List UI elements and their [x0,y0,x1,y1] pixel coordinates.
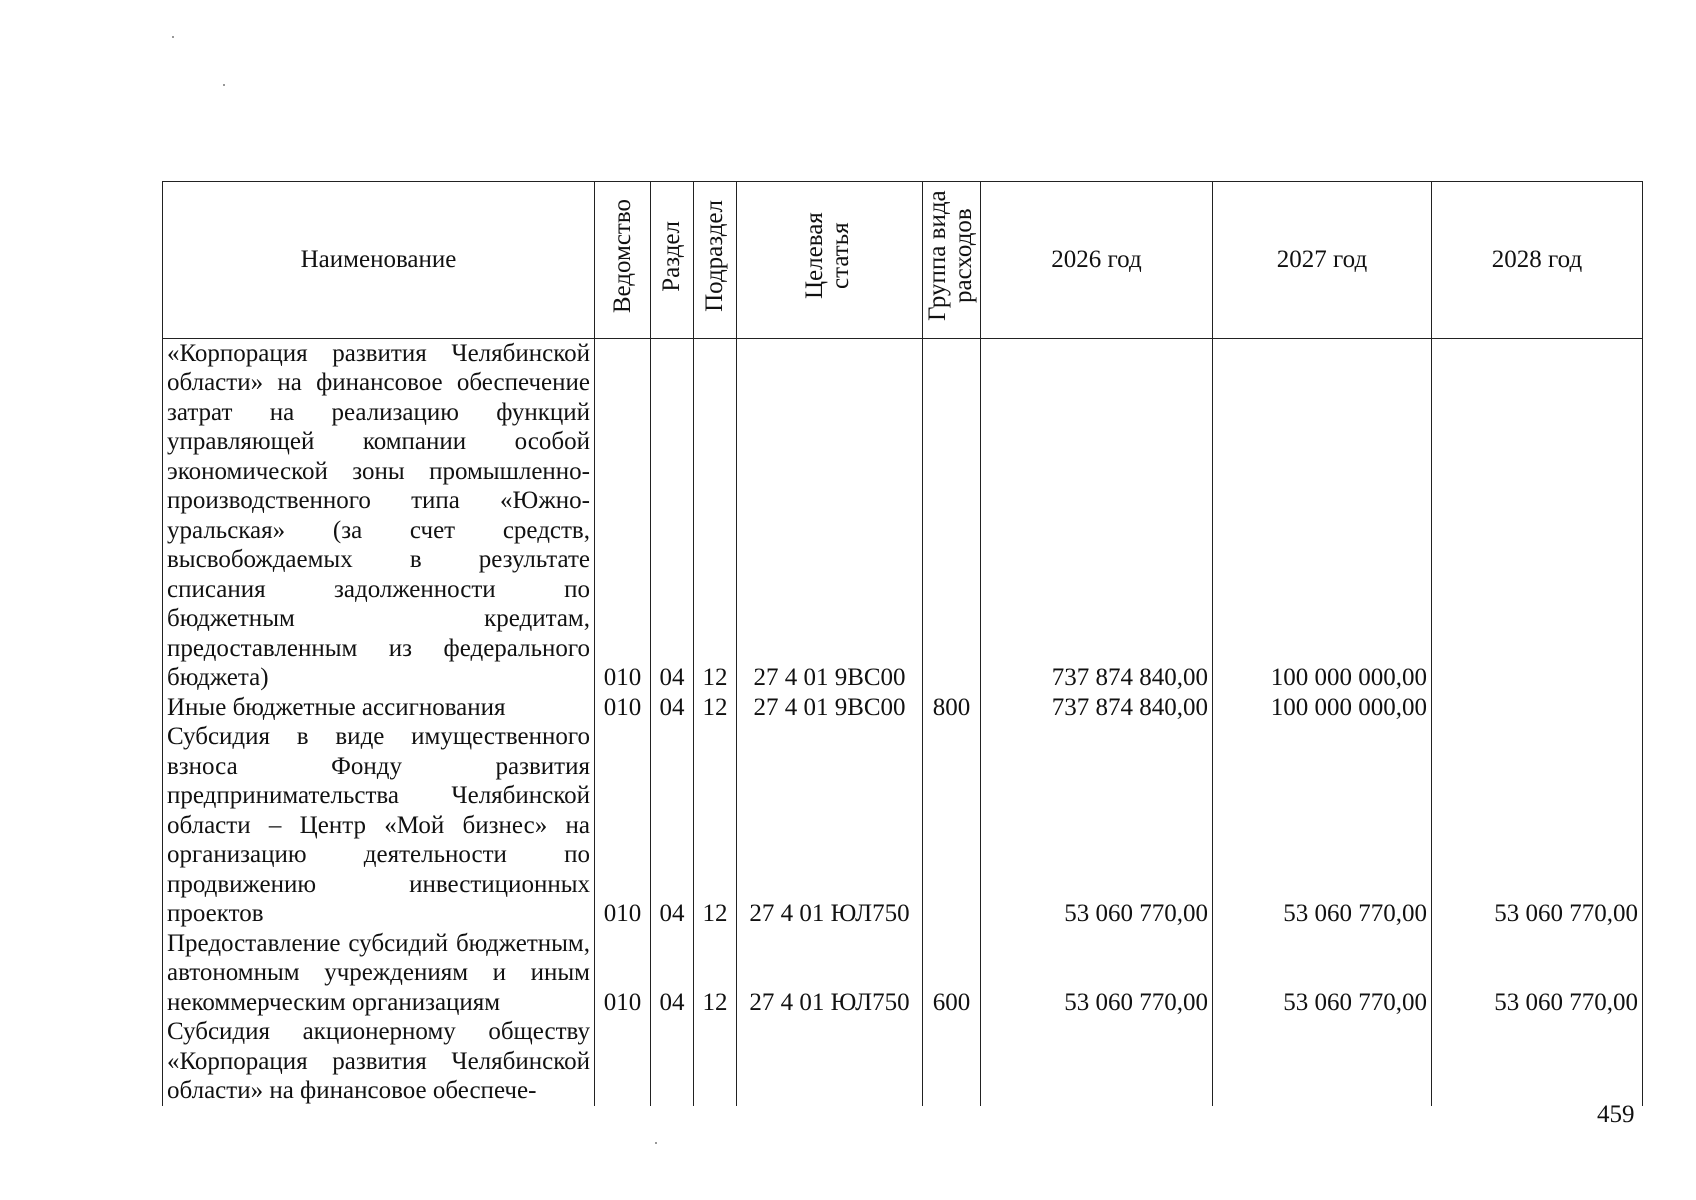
budget-table [162,181,1643,1106]
row-expense-group [923,1017,981,1106]
row-amount-2028 [1432,338,1643,693]
row-amount-2026 [981,1017,1213,1106]
row-section: 04 [651,693,694,723]
row-expense-group: 600 [923,929,981,1018]
row-subsection: 12 [694,693,737,723]
table-header-row [163,182,1643,339]
row-subsection [694,1017,737,1106]
row-target-article: 27 4 01 ЮЛ750 [737,929,923,1018]
row-amount-2028 [1432,1017,1643,1106]
row-subsection: 12 [694,722,737,929]
row-department: 010 [595,929,651,1018]
row-subsection: 12 [694,929,737,1018]
header-year-2027: 2027 год [1213,182,1432,339]
header-year-2028: 2028 год [1432,182,1643,339]
row-expense-group [923,722,981,929]
row-target-article: 27 4 01 9ВС00 [737,338,923,693]
header-name: Наименование [163,182,595,339]
row-expense-group: 800 [923,693,981,723]
scan-speck [172,36,174,38]
page-number: 459 [1597,1101,1635,1128]
table-row [163,338,1643,693]
row-amount-2028 [1432,693,1643,723]
row-target-article [737,1017,923,1106]
row-name: Субсидия акционерному обществу «Корпорация развития Челябинской области» на финансовое обеспече- [163,1017,595,1106]
row-department: 010 [595,722,651,929]
row-subsection: 12 [694,338,737,693]
row-name: Иные бюджетные ассигнования [163,693,595,723]
row-amount-2027 [1213,1017,1432,1106]
header-expense-group: Группа вида расходов [923,182,981,339]
table-row [163,722,1643,929]
row-amount-2026: 53 060 770,00 [981,722,1213,929]
table-row [163,1017,1643,1106]
scan-speck [655,1142,657,1144]
row-amount-2027: 53 060 770,00 [1213,722,1432,929]
row-amount-2026: 737 874 840,00 [981,693,1213,723]
row-target-article: 27 4 01 9ВС00 [737,693,923,723]
header-department: Ведомство [595,182,651,339]
row-section: 04 [651,722,694,929]
row-amount-2028: 53 060 770,00 [1432,929,1643,1018]
row-amount-2027: 53 060 770,00 [1213,929,1432,1018]
header-section: Раздел [651,182,694,339]
row-amount-2027: 100 000 000,00 [1213,693,1432,723]
row-target-article: 27 4 01 ЮЛ750 [737,722,923,929]
header-subsection: Подраздел [694,182,737,339]
row-amount-2028: 53 060 770,00 [1432,722,1643,929]
row-name: Предоставление субсидий бюджетным, автономным учреждениям и иным некоммерческим организациям [163,929,595,1018]
table-row [163,693,1643,723]
row-section [651,1017,694,1106]
row-section: 04 [651,338,694,693]
row-amount-2026: 737 874 840,00 [981,338,1213,693]
row-name: «Корпорация развития Челябинской области» на финансовое обеспечение затрат на реализацию функций управляющей компании особой экономической зоны промышленно-производственного типа «Южно-уральская» (за счет средств, высвобождаемых в результате списания задолженности по бюджетным кредитам, предоставленным из федерального бюджета) [163,338,595,693]
header-year-2026: 2026 год [981,182,1213,339]
row-department: 010 [595,693,651,723]
row-expense-group [923,338,981,693]
scan-speck [223,84,225,86]
row-department: 010 [595,338,651,693]
row-amount-2026: 53 060 770,00 [981,929,1213,1018]
row-amount-2027: 100 000 000,00 [1213,338,1432,693]
table-row [163,929,1643,1018]
row-section: 04 [651,929,694,1018]
row-name: Субсидия в виде имущественного взноса Фонду развития предпринимательства Челябинской области – Центр «Мой бизнес» на организацию деятельности по продвижению инвестиционных проектов [163,722,595,929]
header-target-article: Целевая статья [737,182,923,339]
row-department [595,1017,651,1106]
